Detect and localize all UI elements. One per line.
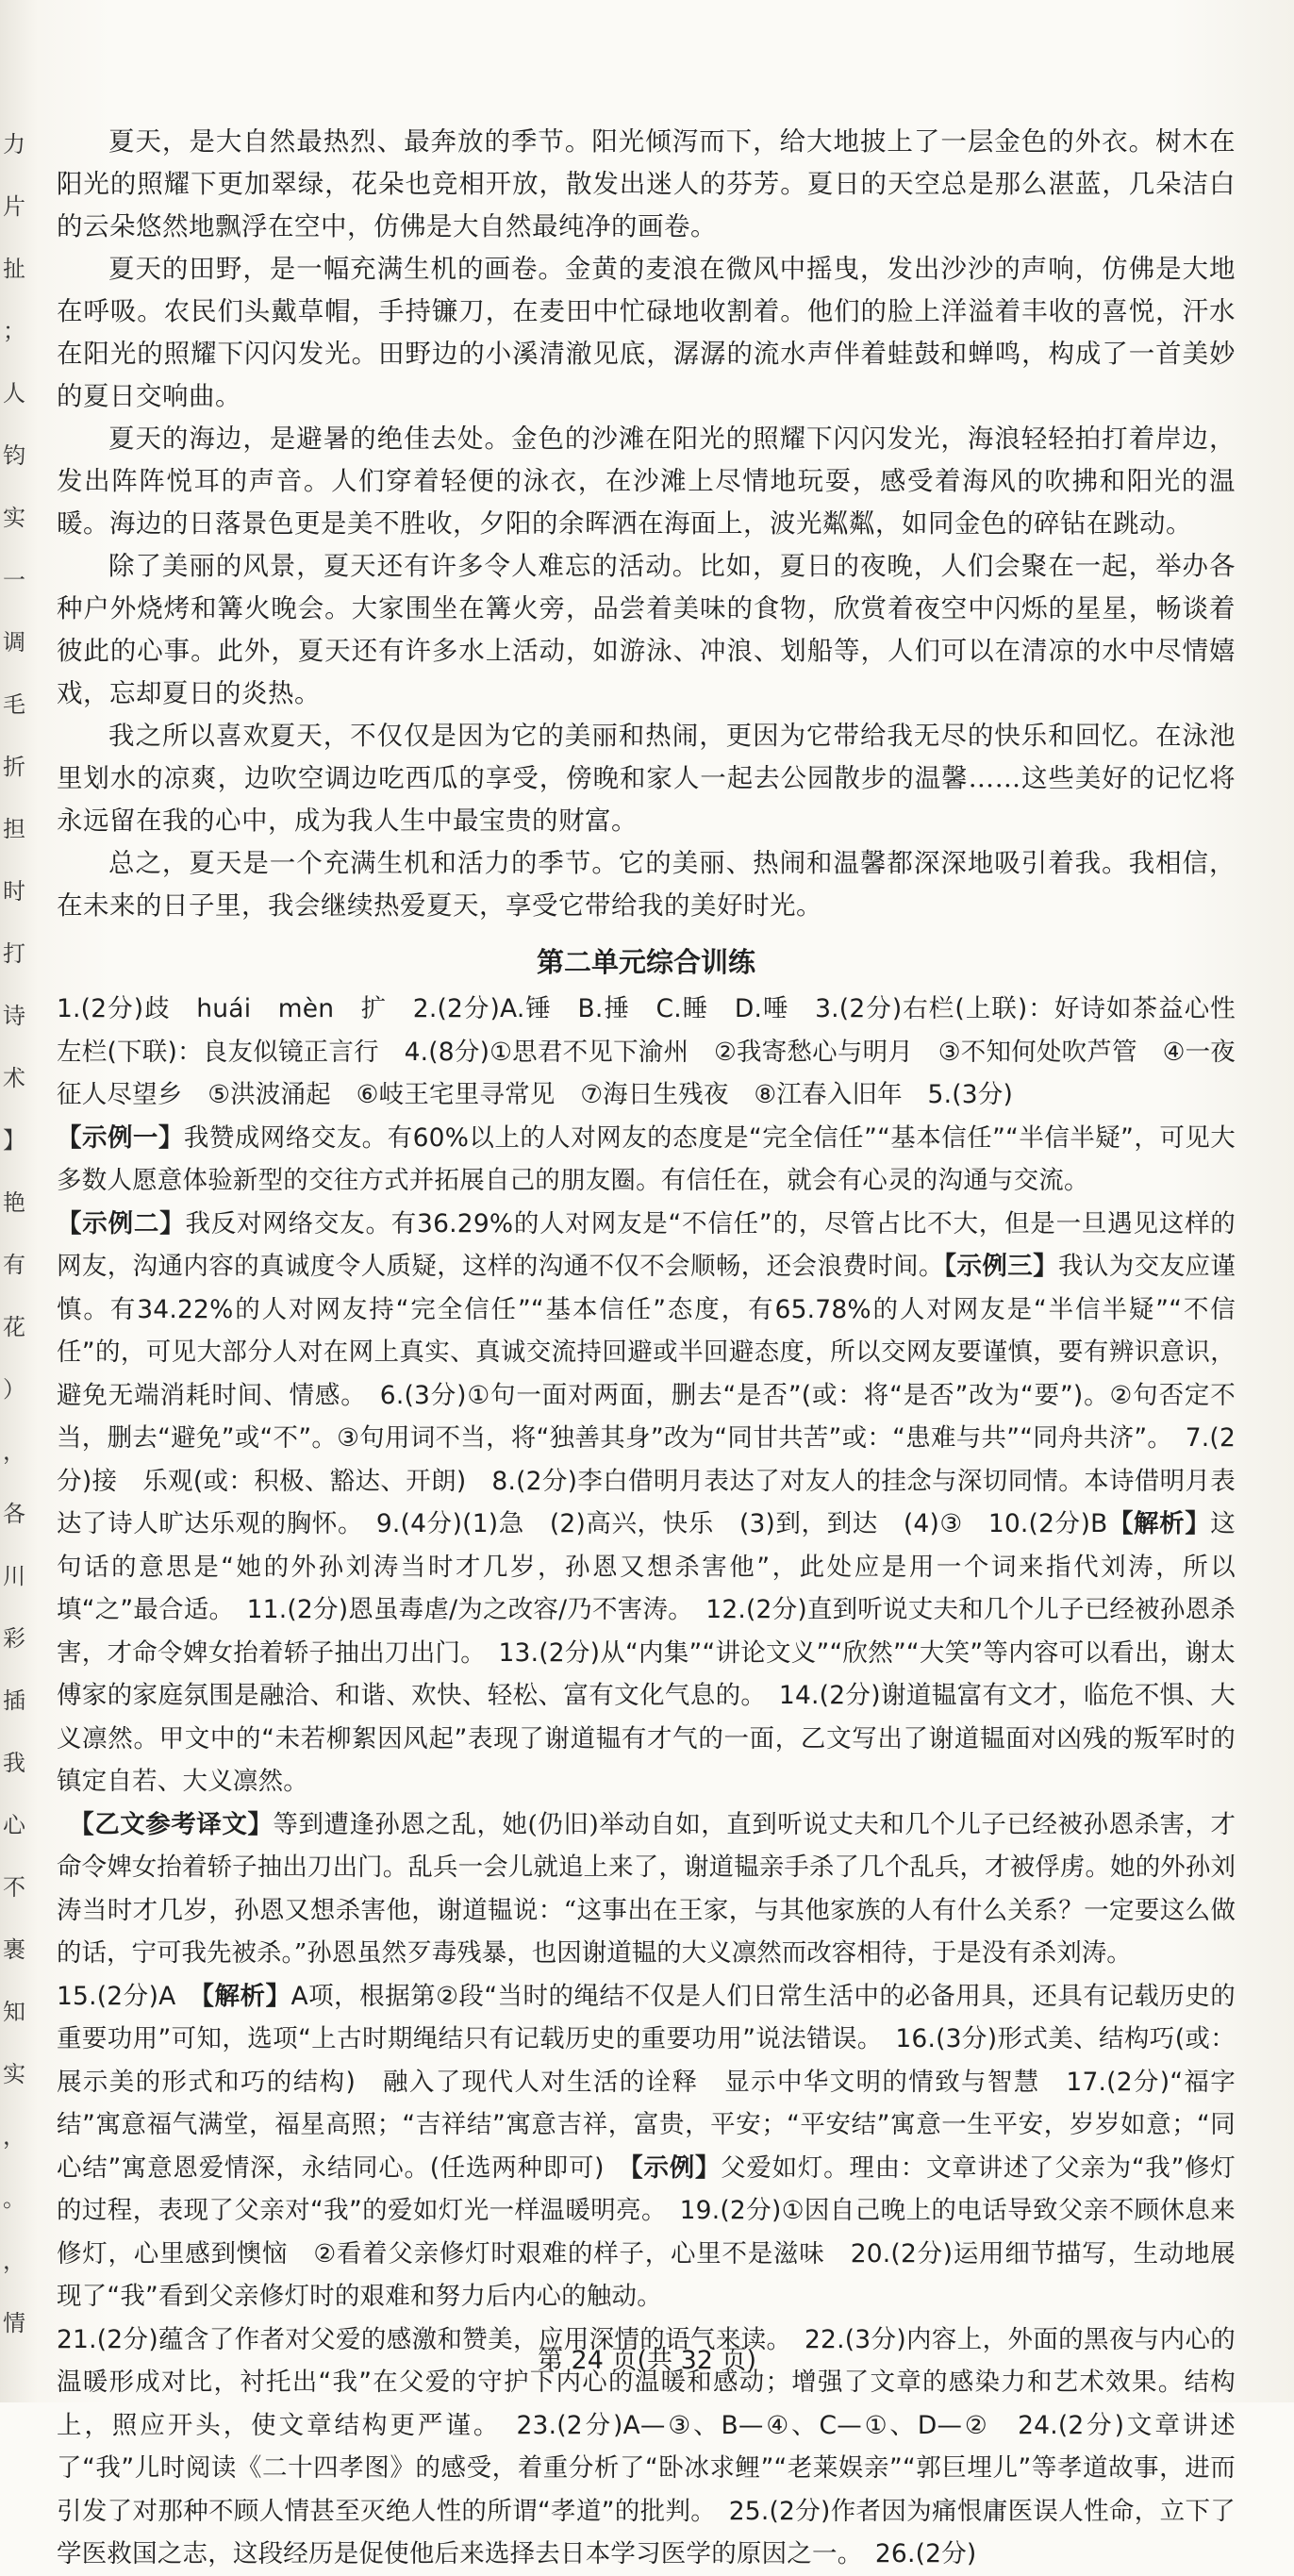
translation-tag: 【乙文参考译文】 [69, 1809, 274, 1839]
margin-char: 知 [3, 1999, 25, 2025]
example-tag: 【示例】 [630, 2152, 722, 2183]
margin-char: 钧 [3, 442, 25, 469]
essay-paragraph: 夏天，是大自然最热烈、最奔放的季节。阳光倾泻而下，给大地披上了一层金色的外衣。树木在阳光的照耀下更加翠绿，花朵也竞相开放，散发出迷人的芬芳。夏日的天空总是那么湛蓝，几朵洁白的云朵悠然地飘浮在空中，仿佛是大自然最纯净的画卷。 [57, 126, 1236, 241]
margin-char: 打 [3, 940, 25, 967]
answer-key [57, 988, 1261, 2576]
essay-paragraph: 夏天的田野，是一幅充满生机的画卷。金黄的麦浪在微风中摇曳，发出沙沙的声响，仿佛是大地在呼吸。农民们头戴草帽，手持镰刀，在麦田中忙碌地收割着。他们的脸上洋溢着丰收的喜悦，汗水在阳光的照耀下闪闪发光。田野边的小溪清澈见底，潺潺的流水声伴着蛙鼓和蝉鸣，构成了一首美妙的夏日交响曲。 [57, 254, 1236, 411]
essay-paragraph: 夏天的海边，是避暑的绝佳去处。金色的沙滩在阳光的照耀下闪闪发光，海浪轻轻拍打着岸边，发出阵阵悦耳的声音。人们穿着轻便的泳衣，在沙滩上尽情地玩耍，感受着海风的吹拂和阳光的温暖。海边的日落景色更是美不胜收，夕阳的余晖洒在海面上，波光粼粼，如同金色的碎钻在跳动。 [57, 424, 1236, 539]
answer-block [57, 1117, 1236, 1203]
margin-char: 艳 [3, 1189, 25, 1216]
page-content [57, 121, 1261, 2576]
answer-text: 我认为交友应谨慎。有34.22%的人对网友持“完全信任”“基本信任”态度，有65.78%的人对网友是“半信半疑”“不信任”的，可见大部分人对在网上真实、真诚交流持回避或半回避态度，所以交网友要谨慎，要有辨识意识，避免无端消耗时间、情感。 6.(3分)①句一面对两面，删去“是否”(或：将“是否”改为“要”)。②句否定不当，删去“避免”或“不”。③句用词不当，将“独善其身”改为“同甘共苦”或：“患难与共”“同舟共济”。 7.(2分)接 乐观(或：积极、豁达、开朗) 8.(2分)李白借明月表达了对友人的挂念与深切同情。本诗借明月表达了诗人旷达乐观的胸怀。 9.(4分)(1)急 (2)高兴，快乐 (3)到，到达 (4)③ 10.(2分)B [57, 1252, 1236, 1538]
margin-char: 实 [3, 2061, 25, 2087]
analysis-tag: 【解析】 [201, 1981, 291, 2011]
page-number: 第 24 页(共 32 页) [537, 2346, 757, 2375]
essay-paragraph: 除了美丽的风景，夏天还有许多令人难忘的活动。比如，夏日的夜晚，人们会聚在一起，举办各种户外烧烤和篝火晚会。大家围坐在篝火旁，品尝着美味的食物，欣赏着夜空中闪烁的星星，畅谈着彼此的心事。此外，夏天还有许多水上活动，如游泳、冲浪、划船等，人们可以在清凉的水中尽情嬉戏，忘却夏日的炎热。 [57, 551, 1236, 708]
margin-char: 花 [3, 1314, 25, 1340]
section-title: 第二单元综合训练 [536, 946, 755, 978]
example-tag: 【示例三】 [943, 1252, 1059, 1281]
margin-char: 片 [3, 193, 25, 220]
margin-char: 诗 [3, 1003, 25, 1029]
margin-char: 心 [3, 1812, 25, 1838]
margin-char: 】 [3, 1127, 25, 1154]
answer-text: 21.(2分)蕴含了作者对父爱的感激和赞美，应用深情的语气来读。 22.(3分)内容上，外面的黑夜与内心的温暖形成对比，衬托出“我”在父爱的守护下内心的温暖和感动；增强了文章的感染力和艺术效果。结构上，照应开头，使文章结构更严谨。 23.(2分)A—③、B—④、C—①、D—② 24.(2分)文章讲述了“我”儿时阅读《二十四孝图》的感受，着重分析了“卧冰求鲤”“老莱娱亲”“郭巨埋儿”等孝道故事，进而引发了对那种不顾人情甚至灭绝人性的所谓“孝道”的批判。 25.(2分)作者因为痛恨庸医误人性命，立下了学医救国之志，这段经历是促使他后来选择去日本学习医学的原因之一。 26.(2分) [57, 2324, 1236, 2568]
answer-text: 我赞成网络交友。有60%以上的人对网友的态度是“完全信任”“基本信任”“半信半疑”，可见大多数人愿意体验新型的交往方式并拓展自己的朋友圈。有信任在，就会有心灵的沟通与交流。 [57, 1122, 1236, 1195]
margin-char: ； [3, 318, 25, 344]
margin-char: 调 [3, 629, 25, 656]
margin-char: 折 [3, 754, 25, 780]
margin-char: 川 [3, 1563, 25, 1589]
margin-char: 各 [3, 1501, 25, 1527]
margin-char: 术 [3, 1065, 25, 1091]
margin-char: ） [3, 1376, 25, 1403]
answer-text: 15.(2分)A [57, 1981, 202, 2011]
margin-char: 人 [3, 380, 25, 407]
margin-char: ， [3, 2248, 25, 2274]
left-margin-bleed-text [0, 113, 28, 2377]
margin-char: 情 [3, 2310, 25, 2336]
margin-char: 扯 [3, 256, 25, 282]
answer-text: 父爱如灯。理由：文章讲述了父亲为“我”修灯的过程，表现了父亲对“我”的爱如灯光一样温暖明亮。 19.(2分)①因自己晚上的电话导致父亲不顾休息来修灯，心里感到懊恼 ②看着父亲修灯时艰难的样子，心里不是滋味 20.(2分)运用细节描写，生动地展现了“我”看到父亲修灯时的艰难和努力后内心的触动。 [57, 2152, 1236, 2311]
margin-char: 一 [3, 567, 25, 593]
answer-text: A项，根据第②段“当时的绳结不仅是人们日常生活中的必备用具，还具有记载历史的重要功用”可知，选项“上古时期绳结只有记载历史的重要功用”说法错误。 16.(3分)形式美、结构巧(或：展示美的形式和巧的结构) 融入了现代人对生活的诠释 显示中华文明的情致与智慧 17.(2分)“福字结”寓意福气满堂，福星高照；“吉祥结”寓意吉祥，富贵，平安；“平安结”寓意一生平安，岁岁如意；“同心结”寓意恩爱情深，永结同心。(任选两种即可) [57, 1981, 1236, 2183]
essay [57, 121, 1236, 927]
essay-paragraph: 总之，夏天是一个充满生机和活力的季节。它的美丽、热闹和温馨都深深地吸引着我。我相信，在未来的日子里，我会继续热爱夏天，享受它带给我的美好时光。 [57, 848, 1236, 921]
margin-char: ， [3, 2123, 25, 2150]
margin-char: 毛 [3, 691, 25, 718]
margin-char: 插 [3, 1687, 25, 1714]
example-tag: 【示例二】 [57, 1208, 186, 1238]
answer-text: 我反对网络交友。有36.29%的人对网友是“不信任”的，尽管占比不大，但是一旦遇见这样的网友，沟通内容的真诚度令人质疑，这样的沟通不仅不会顺畅，还会浪费时间。 [57, 1208, 1236, 1281]
margin-char: 力 [3, 131, 25, 158]
essay-paragraph: 我之所以喜欢夏天，不仅仅是因为它的美丽和热闹，更因为它带给我无尽的快乐和回忆。在泳池里划水的凉爽，边吹空调边吃西瓜的享受，傍晚和家人一起去公园散步的温馨……这些美好的记忆将永远留在我的心中，成为我人生中最宝贵的财富。 [57, 721, 1236, 836]
translation-text: 等到遭逢孙恩之乱，她(仍旧)举动自如，直到听说丈夫和几个儿子已经被孙恩杀害，才命令婢女抬着轿子抽出刀出门。乱兵一会儿就追上来了，谢道韫亲手杀了几个乱兵，才被俘虏。她的外孙刘涛当时才几岁，孙恩又想杀害他，谢道韫说：“这事出在王家，与其他家族的人有什么关系？一定要这么做的话，宁可我先被杀。”孙恩虽然歹毒残暴，也因谢道韫的大义凛然而改容相待，于是没有杀刘涛。 [57, 1809, 1236, 1968]
translation-block [57, 1803, 1236, 1975]
margin-char: 彩 [3, 1625, 25, 1652]
margin-char: 裹 [3, 1936, 25, 1963]
margin-char: 实 [3, 505, 25, 531]
margin-char: 。 [3, 2185, 25, 2212]
answer-block [57, 1975, 1236, 2318]
margin-char: 不 [3, 1874, 25, 1901]
example-tag: 【示例一】 [57, 1122, 184, 1153]
margin-char: 有 [3, 1252, 25, 1278]
margin-char: 我 [3, 1750, 25, 1776]
answer-block [57, 988, 1261, 1117]
margin-char: 担 [3, 816, 25, 842]
analysis-tag: 【解析】 [1107, 1509, 1211, 1538]
margin-char: 时 [3, 878, 25, 905]
margin-char: ， [3, 1438, 25, 1465]
answer-block [57, 1203, 1236, 1803]
answer-text: 这句话的意思是“她的外孙刘涛当时才几岁，孙恩又想杀害他”，此处应是用一个词来指代刘涛，所以填“之”最合适。 11.(2分)恩虽毒虐/为之改容/乃不害涛。 12.(2分)直到听说丈夫和几个儿子已经被孙恩杀害，才命令婢女抬着轿子抽出刀出门。 13.(2分)从“内集”“讲论文义”“欣然”“大笑”等内容可以看出，谢太傅家的家庭氛围是融洽、和谐、欢快、轻松、富有文化气息的。 14.(2分)谢道韫富有文才，临危不惧、大义凛然。甲文中的“未若柳絮因风起”表现了谢道韫有才气的一面，乙文写出了谢道韫面对凶残的叛军时的镇定自若、大义凛然。 [57, 1509, 1236, 1796]
answer-text: 1.(2分)歧 huái mèn 扩 2.(2分)A.锤 B.捶 C.睡 D.唾 3.(2分)右栏(上联)：好诗如茶益心性 左栏(下联)：良友似镜正言行 4.(8分)①思君不见下渝州 ②我寄愁心与明月 ③不知何处吹芦管 ④一夜征人尽望乡 ⑤洪波涌起 ⑥岐王宅里寻常见 ⑦海日生残夜 ⑧江春入旧年 5.(3分) [57, 994, 1261, 1109]
